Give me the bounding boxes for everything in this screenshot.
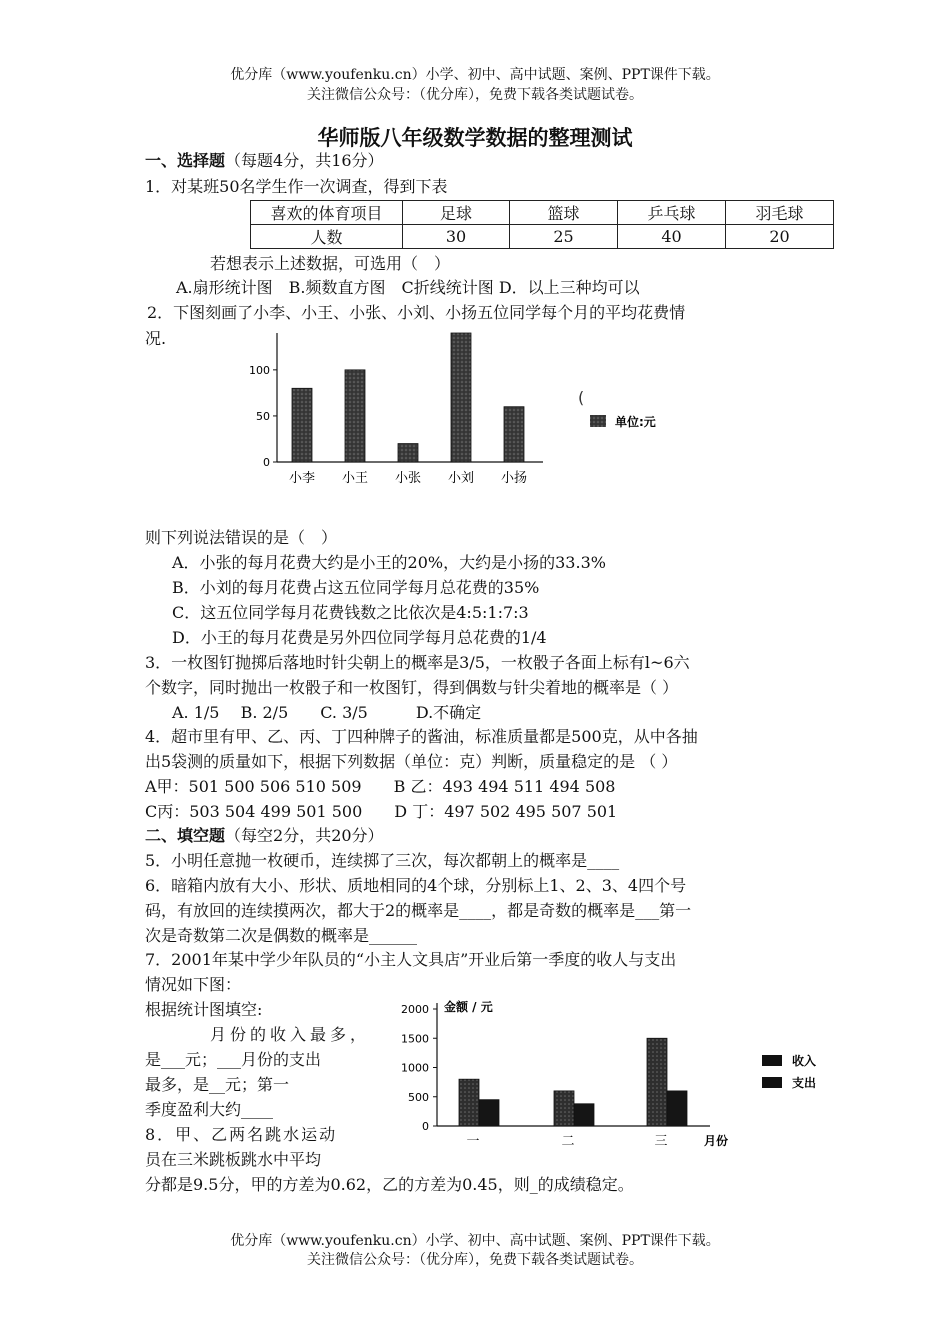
x-tick-label: 小刘 [447,471,475,486]
q7-line3: 根据统计图填空: [145,1000,263,1019]
page-title: 华师版八年级数学数据的整理测试 [317,126,633,150]
section-2-label: 二、填空题 [145,826,226,845]
table-cell: 篮球 [510,201,618,225]
q7-line1: 7．2001年某中学少年队员的“小主人文具店”开业后第一季度的收人与支出 [145,950,677,969]
x-tick-label: 小王 [341,471,369,486]
page-header-line2: 关注微信公众号：（优分库），免费下载各类试题试卷。 [307,87,643,103]
section-2-note: （每空2分，共20分） [225,826,384,845]
q2-spending-bar-chart [245,325,685,495]
bar-4 [451,333,471,462]
section-2-heading [145,825,384,847]
y-tick-label: 2000 [401,1003,429,1016]
x-tick-label: 小扬 [500,471,528,486]
bar-支出-2 [574,1104,594,1126]
q1-survey-table [250,200,834,249]
table-cell: 30 [403,225,510,249]
q1-ask: 若想表示上述数据，可选用（ ） [210,254,451,273]
q2-stem-line1: 2．下图刻画了小李、小王、小张、小刘、小扬五位同学每个月的平均花费情 [147,303,686,322]
legend-swatch-income [762,1055,782,1066]
bar-3 [398,444,418,462]
q3-line2: 个数字，同时抛出一枚骰子和一枚图钉，得到偶数与针尖着地的概率是（ ） [145,678,679,697]
q5-line: 5．小明任意抛一枚硬币，连续掷了三次，每次都朝上的概率是____ [145,851,620,870]
legend-swatch-expense [762,1077,782,1088]
q7-line5: 是___元；___月份的支出 [145,1050,322,1069]
q2-option-c: C．这五位同学每月花费钱数之比依次是4:5:1:7:3 [172,603,529,622]
y-axis-label: 金额 / 元 [444,1000,493,1014]
page-header-line1: 优分库（www.youfenku.cn）小学、初中、高中试题、案例、PPT课件下载。 [230,67,720,83]
q2-option-b: B．小刘的每月花费占这五位同学每月总花费的35% [172,578,540,597]
legend-label-expense: 支出 [792,1076,817,1090]
q4-line3: A甲：501 500 506 510 509 B 乙：493 494 511 494 508 [145,777,616,796]
y-tick-label: 0 [422,1120,429,1133]
x-tick-label: 小李 [288,471,316,486]
q4-line4: C丙：503 504 499 501 500 D 丁：497 502 495 507 501 [145,802,618,821]
bar-支出-1 [479,1100,499,1126]
section-1-note: （每题4分，共16分） [225,151,384,170]
bar-5 [504,407,524,462]
table-cell: 羽毛球 [726,201,834,225]
legend-label: 单位:元 [615,415,656,429]
q3-options: A. 1/5 B. 2/5 C. 3/5 D.不确定 [172,703,482,722]
q2-option-d: D．小王的每月花费是另外四位同学每月总花费的1/4 [172,628,547,647]
bar-收入-1 [459,1079,479,1126]
legend-bracket: ( [578,388,585,407]
section-1-label: 一、选择题 [145,151,226,170]
table-cell: 25 [510,225,618,249]
q2-option-a: A．小张的每月花费大约是小王的20%，大约是小扬的33.3% [172,553,606,572]
y-tick-label: 1500 [401,1032,429,1046]
table-cell: 乒乓球 [618,201,726,225]
table-row [251,225,834,249]
q2-ask: 则下列说法错误的是（ ） [145,528,338,547]
y-tick-label: 0 [263,456,270,469]
x-axis-label: 月份 [704,1134,729,1148]
y-tick-label: 50 [256,409,270,423]
q7-line4: 月份的收入最多， [210,1025,371,1044]
table-cell: 人数 [251,225,403,249]
q6-line2: 码，有放回的连续摸两次，都大于2的概率是____，都是奇数的概率是___第一 [145,901,692,920]
table-cell: 20 [726,225,834,249]
legend-label-income: 收入 [792,1054,817,1068]
q2-stem-line2: 况. [145,329,167,348]
x-tick-label: 二 [561,1134,575,1149]
q6-line1: 6．暗箱内放有大小、形状、质地相同的4个球，分别标上1、2、3、4四个号 [145,876,687,895]
q8-line2: 员在三米跳板跳水中平均 [145,1150,322,1169]
q8-line3: 分都是9.5分，甲的方差为0.62，乙的方差为0.45，则_的成绩稳定。 [145,1175,634,1194]
table-cell: 喜欢的体育项目 [251,201,403,225]
y-tick-label: 100 [249,363,270,377]
q7-line6: 最多，是__元；第一 [145,1075,290,1094]
q7-income-expense-chart [392,995,842,1155]
bar-1 [292,388,312,462]
q6-line3: 次是奇数第二次是偶数的概率是______ [145,926,418,945]
section-1-heading [145,150,384,172]
table-cell: 足球 [403,201,510,225]
table-cell: 40 [618,225,726,249]
q4-line2: 出5袋测的质量如下，根据下列数据（单位：克）判断，质量稳定的是 （ ） [145,752,678,771]
q1-options: A.扇形统计图 B.频数直方图 C折线统计图 D．以上三种均可以 [176,278,640,297]
x-tick-label: 小张 [394,471,422,486]
bar-支出-3 [667,1091,687,1126]
q8-line1: 8．甲、乙两名跳水运动 [145,1125,338,1144]
page-footer-line1: 优分库（www.youfenku.cn）小学、初中、高中试题、案例、PPT课件下载。 [230,1233,720,1249]
q7-line2: 情况如下图： [145,975,242,994]
bar-收入-3 [647,1038,667,1126]
table-header-row [251,201,834,225]
x-tick-label: 三 [654,1134,668,1149]
q3-line1: 3．一枚图钉抛掷后落地时针尖朝上的概率是3/5，一枚骰子各面上标有l~6六 [145,653,690,672]
page-footer-line2: 关注微信公众号：（优分库），免费下载各类试题试卷。 [307,1252,643,1268]
x-tick-label: 一 [466,1134,480,1149]
q7-line7: 季度盈利大约____ [145,1100,274,1119]
legend-swatch [590,415,606,427]
q1-stem: 1．对某班50名学生作一次调查，得到下表 [145,177,448,196]
q4-line1: 4．超市里有甲、乙、丙、丁四种牌子的酱油，标准质量都是500克，从中各抽 [145,727,698,746]
bar-2 [345,370,365,462]
y-tick-label: 500 [408,1090,429,1104]
bar-收入-2 [554,1091,574,1126]
y-tick-label: 1000 [401,1061,429,1075]
